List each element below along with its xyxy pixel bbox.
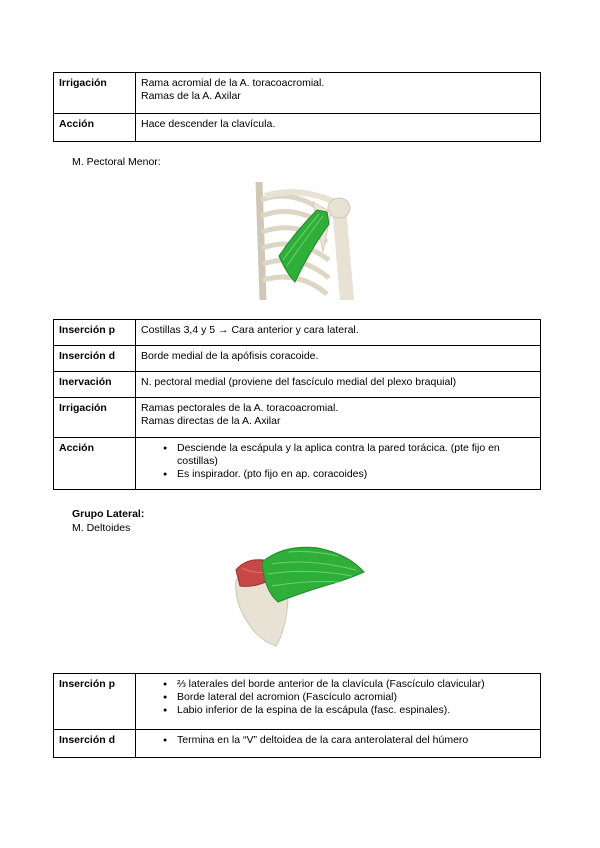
row-label: Acción xyxy=(54,438,136,490)
row-value xyxy=(136,114,541,142)
table-row xyxy=(54,674,541,730)
bullet-list xyxy=(141,734,536,747)
text-line: Ramas directas de la A. Axilar xyxy=(141,415,281,427)
row-value xyxy=(136,320,541,346)
table-row xyxy=(54,372,541,398)
row-value xyxy=(136,372,541,398)
row-value xyxy=(136,346,541,372)
table-row xyxy=(54,346,541,372)
text-line: Borde medial de la apófisis coracoide. xyxy=(141,350,319,362)
row-value xyxy=(136,398,541,438)
deltoides-figure xyxy=(228,540,373,650)
list-item: ● ⅔ laterales del borde anterior de la clavícula (Fascículo clavicular) xyxy=(163,678,536,691)
list-item: ● Desciende la escápula y la aplica contra la pared torácica. (pte fijo en costillas) xyxy=(163,442,536,468)
pectoral-menor-figure xyxy=(243,182,355,300)
text-line: Ramas de la A. Axilar xyxy=(141,90,241,102)
row-value xyxy=(136,674,541,730)
row-label: Inserción d xyxy=(54,730,136,758)
table-row xyxy=(54,730,541,758)
pectoral-menor-title: M. Pectoral Menor: xyxy=(72,156,161,168)
row-label: Irrigación xyxy=(54,73,136,114)
row-label: Inserción p xyxy=(54,674,136,730)
row-label: Acción xyxy=(54,114,136,142)
text-line: N. pectoral medial (proviene del fascículo medial del plexo braquial) xyxy=(141,376,457,388)
table-row xyxy=(54,114,541,142)
list-item: ● Termina en la “V” deltoidea de la cara anterolateral del húmero xyxy=(163,734,536,747)
row-value xyxy=(136,730,541,758)
table-pectoral-mayor-end xyxy=(53,72,541,142)
list-item: ● Es inspirador. (pto fijo en ap. coracoides) xyxy=(163,468,536,481)
list-item: ● Labio inferior de la espina de la escápula (fasc. espinales). xyxy=(163,704,536,717)
text-line: Rama acromial de la A. toracoacromial. xyxy=(141,77,325,89)
bullet-list xyxy=(141,678,536,717)
bullet-list xyxy=(141,442,536,481)
list-item: ● Borde lateral del acromion (Fascículo acromial) xyxy=(163,691,536,704)
table-row xyxy=(54,398,541,438)
table-pectoral-menor xyxy=(53,319,541,490)
text-line: Hace descender la clavícula. xyxy=(141,118,276,130)
row-value xyxy=(136,438,541,490)
text-line: Costillas 3,4 y 5 → Cara anterior y cara lateral. xyxy=(141,324,359,336)
text-line: Ramas pectorales de la A. toracoacromial. xyxy=(141,402,339,414)
row-label: Inserción d xyxy=(54,346,136,372)
deltoides-title: M. Deltoides xyxy=(72,522,131,534)
table-row xyxy=(54,438,541,490)
table-row xyxy=(54,73,541,114)
table-row xyxy=(54,320,541,346)
table-deltoides xyxy=(53,673,541,758)
row-value xyxy=(136,73,541,114)
grupo-lateral-heading: Grupo Lateral: xyxy=(72,508,145,520)
row-label: Inserción p xyxy=(54,320,136,346)
row-label: Inervación xyxy=(54,372,136,398)
row-label: Irrigación xyxy=(54,398,136,438)
